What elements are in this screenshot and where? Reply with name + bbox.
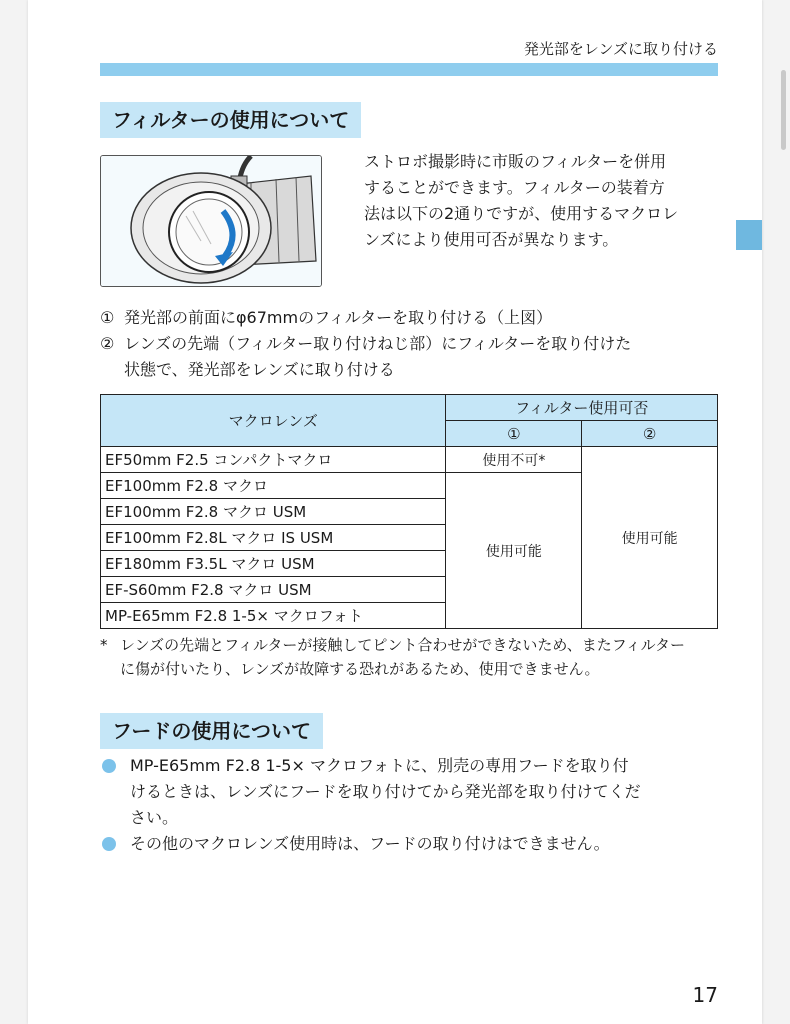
lens-name: EF100mm F2.8L マクロ IS USM bbox=[101, 525, 446, 551]
page-header-title: 発光部をレンズに取り付ける bbox=[523, 40, 718, 58]
method-number: ① bbox=[100, 308, 115, 327]
header-macro-lens: マクロレンズ bbox=[101, 395, 446, 447]
method-text: レンズの先端（フィルター取り付けねじ部）にフィルターを取り付けた bbox=[124, 334, 632, 353]
intro-line: ンズにより使用可否が異なります。 bbox=[364, 230, 619, 249]
filter-methods-list bbox=[100, 305, 725, 383]
method-2 bbox=[100, 331, 725, 383]
filter-attach-illustration bbox=[100, 155, 322, 287]
intro-line: 法は以下の2通りですが、使用するマクロレ bbox=[364, 204, 679, 223]
chapter-index-tab bbox=[736, 220, 762, 250]
status-cell: 使用可能 bbox=[446, 473, 582, 629]
method-1 bbox=[100, 305, 725, 331]
section-heading-hood: フードの使用について bbox=[100, 713, 323, 749]
list-item bbox=[100, 753, 725, 831]
footnote-mark: * bbox=[100, 636, 108, 654]
intro-line: することができます。フィルターの装着方 bbox=[364, 178, 665, 197]
lens-name: EF100mm F2.8 マクロ USM bbox=[101, 499, 446, 525]
hood-bullet-list bbox=[100, 753, 725, 857]
status-cell: 使用不可* bbox=[446, 447, 582, 473]
filter-intro-text bbox=[364, 149, 724, 253]
lens-name: EF-S60mm F2.8 マクロ USM bbox=[101, 577, 446, 603]
lens-name: EF180mm F3.5L マクロ USM bbox=[101, 551, 446, 577]
status-cell: 使用可能 bbox=[582, 447, 718, 629]
bullet-text: MP-E65mm F2.8 1-5× マクロフォトに、別売の専用フードを取り付 bbox=[130, 756, 629, 775]
bullet-text: さい。 bbox=[130, 808, 179, 827]
lens-name: MP-E65mm F2.8 1-5× マクロフォト bbox=[101, 603, 446, 629]
list-item bbox=[100, 831, 725, 857]
footnote-text: に傷が付いたり、レンズが故障する恐れがあるため、使用できません。 bbox=[120, 660, 600, 678]
bullet-text: けるときは、レンズにフードを取り付けてから発光部を取り付けてくだ bbox=[130, 782, 641, 801]
bullet-text: その他のマクロレンズ使用時は、フードの取り付けはできません。 bbox=[130, 834, 610, 853]
header-method-2: ② bbox=[582, 421, 718, 447]
filter-compatibility-table bbox=[100, 394, 718, 629]
header-method-1: ① bbox=[446, 421, 582, 447]
header-filter-usability: フィルター使用可否 bbox=[446, 395, 718, 421]
lens-name: EF50mm F2.5 コンパクトマクロ bbox=[101, 447, 446, 473]
bullet-dot-icon bbox=[102, 759, 116, 773]
intro-line: ストロボ撮影時に市販のフィルターを併用 bbox=[364, 152, 667, 171]
method-text: 状態で、発光部をレンズに取り付ける bbox=[124, 360, 395, 379]
bullet-dot-icon bbox=[102, 837, 116, 851]
section-heading-filter: フィルターの使用について bbox=[100, 102, 361, 138]
method-text: 発光部の前面にφ67mmのフィルターを取り付ける（上図） bbox=[124, 308, 553, 327]
header-accent-bar bbox=[100, 63, 718, 76]
footnote-text: レンズの先端とフィルターが接触してピント合わせができないため、またフィルター bbox=[120, 636, 685, 654]
table-footnote bbox=[100, 633, 725, 681]
lens-name: EF100mm F2.8 マクロ bbox=[101, 473, 446, 499]
scrollbar[interactable] bbox=[781, 70, 786, 150]
method-number: ② bbox=[100, 334, 115, 353]
page-number: 17 bbox=[692, 983, 718, 1007]
